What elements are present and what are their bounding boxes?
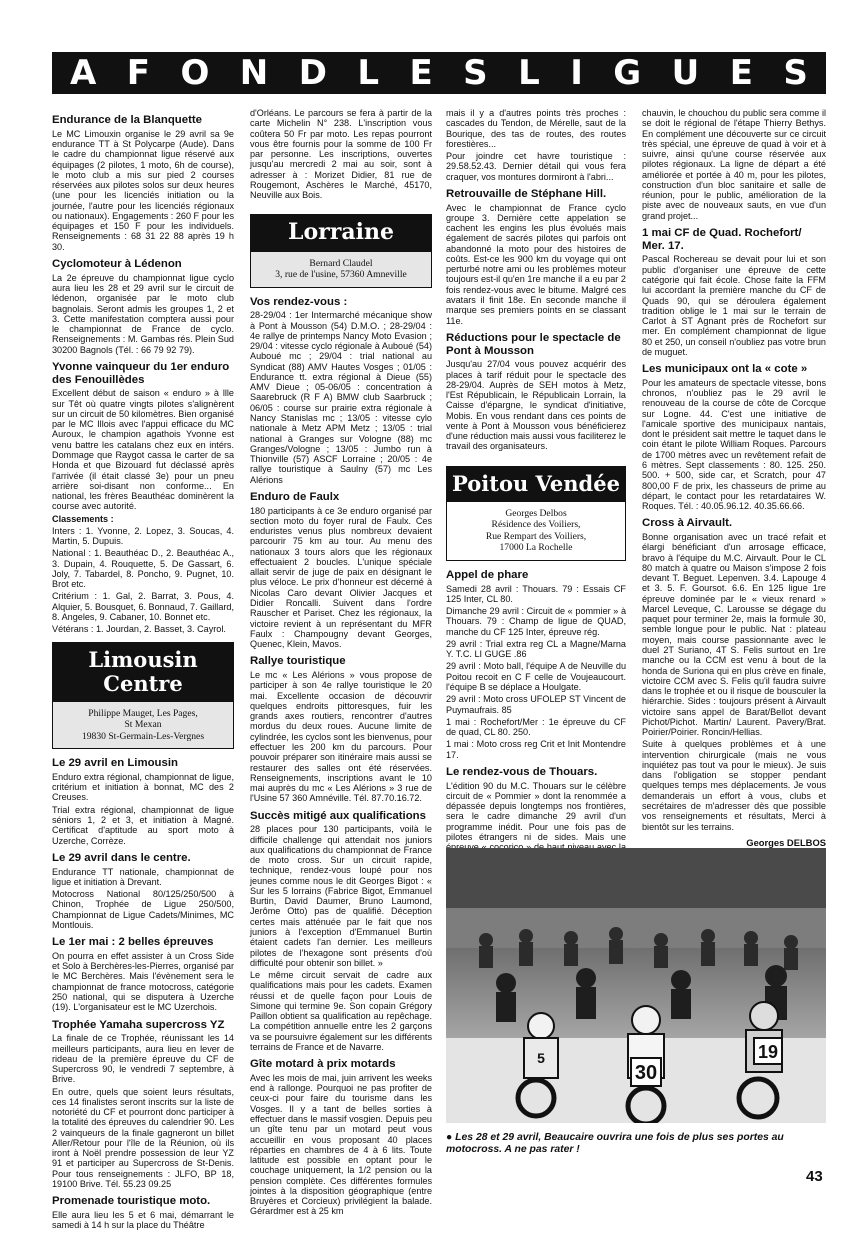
article-text: Pascal Rochereau se devait pour lui et son public d'organiser une épreuve de cette catégorie qui fait école. Chose faite la FFM lui accordant la première manche du CF de Quads 90, qui se déroulera également tradition oblige le 1 mai sur le terrain de Carlot à ST Agnant près de Rochefort sur mer. En complément championnat de ligue 80 et 250, un conseil n'oubliez pas votre brun de muguet. [642, 254, 826, 357]
motocross-photo [446, 848, 826, 1123]
photo-bike-number: 5 [537, 1050, 545, 1066]
banner-letter: L [357, 53, 380, 93]
section-banner [52, 52, 826, 94]
article-heading: Vos rendez-vous : [250, 295, 348, 308]
article-text: Inters : 1. Yvonne, 2. Lopez, 3. Soucas, 4. Martin, 5. Dupuis. [52, 525, 234, 547]
article-text: Critérium : 1. Gal, 2. Barrat, 3. Pous, 4. Alquier, 5. Bousquet, 6. Bonnaud, 7. Gaillard, 8. Angeles, 9. Cabaner, 10. Bonnet etc. [52, 591, 234, 622]
article-heading: Retrouvaille de Stéphane Hill. [446, 187, 607, 200]
address-line: 19830 St-Germain-Les-Vergnes [81, 730, 205, 742]
column-3 [446, 108, 626, 865]
banner-letter: O [180, 53, 210, 93]
banner-letter: L [518, 53, 540, 93]
address-line: Bernard Claudel [309, 257, 373, 269]
article-heading: Les municipaux ont la « cote » [642, 363, 808, 376]
article-text: Le même circuit servait de cadre aux qualifications mais pour les cadets. Examen réussi et de quelle façon pour Louis de Simone qui termine 9e. Son copain Grégory Paillon obtient sa qualification au repêchage. La compétition annuelle entre les 2 garçons va se poursuivre également sur les différents terrains de France et de Navarre. [250, 970, 432, 1052]
article-text: Elle aura lieu les 5 et 6 mai, démarrant le samedi à 14 h sur la place du Théâtre [52, 1210, 234, 1231]
article-text: Avec le championnat de France cyclo groupe 3. Dernière cette appelation se cachent les engins les plus évolués mais également de sacrés pilotes qui parfois ont abandonné la moto pour des histoires de coûts. Est-ce les 900 km du voyage qui ont perturbé notre ami ou les problèmes moteur toujours est-il qu'en 1re manche il a eu par 2 fois rendez-vous avec le bitume. Malgré ces avatars il finit 18e. En seconde manche il marque ses premiers points en se classant 11e. [446, 202, 626, 326]
article-text: Trial extra régional, championnat de ligue séniors 1, 2 et 3, et initiation à Magné. Certificat d'aptitude au sport moto à Uzerche, Corrèze. [52, 804, 234, 846]
article-text: L'édition 90 du M.C. Thouars sur le célèbre circuit de « Pommier » dont la renommée a dépassée depuis longtemps nos frontières, sera le cadre dimanche 29 avril d'un programme inédit. Pour une fois pas de pilotes étrangers ni de sides. Mais une [446, 780, 626, 842]
article-text: Suite à quelques problèmes et à une intervention chirurgicale (mais ne vous inquiétez pas tout va pour le mieux). Je suis dans l'obligation se stopper pendant quelques temps mes déplacements. Je vous demanderais un effort à vous, clubs et secrétaires de m'adresser dès que possible vos renseignements et résultats, Merci à bientôt sur les terrains. [642, 739, 826, 832]
article-text: mais il y a d'autres points très proches : cascades du Tendon, de Mérelle, saut de la Bourique, des tas de routes, des routes forestières... [446, 108, 626, 149]
banner-letter: E [729, 53, 753, 93]
banner-letter: S [783, 53, 808, 93]
article-text: Endurance TT nationale, championnat de ligue et initiation à Drevant. [52, 866, 234, 887]
classements-label: Classements : [52, 513, 114, 524]
article-text: Motocross National 80/125/250/500 à Chinon, Trophée de Ligue 250/500, Championnat de Ligue Cadets/Minimes, MC Montlouis. [52, 889, 234, 930]
article-heading: Trophée Yamaha supercross YZ [52, 1018, 225, 1031]
column-4 [642, 108, 826, 848]
address-line: 3, rue de l'usine, 57360 Amneville [275, 269, 407, 281]
article-heading: Cross à Airvault. [642, 517, 733, 530]
article-heading: Rallye touristique [250, 655, 346, 668]
article-text: 28 places pour 130 participants, voilà le difficile challenge qui attendait nos juniors aux qualifications du championnat de France de moto cross. Sur un circuit rapide, technique, rendez-vous loupé pour nos jeunes comme nous le dit Georges Bigot : « Sur les 5 lorrains (Fabrice Bigot, Emmanuel Burtin, David Daumer, Bruno Laumond, Jerôme Otto) pas de qualifié. Déception certes mais atténuée par le fait que nos juniors à l'exception d'Emmanuel Burtin étaient cadets l'an dernier. Les meilleurs pilotes de l'hexagone sont présents d'où difficulté pour obtenir son billet. » [250, 824, 432, 968]
banner-letter: S [463, 53, 488, 93]
banner-letter: U [671, 53, 700, 93]
league-title-box: Poitou Vendée [446, 466, 626, 501]
article-text: Le MC Limouxin organise le 29 avril sa 9e endurance TT à St Polycarpe (Aude). Dans le cadre du championnat ligue réservé aux équipages (2 pilotes, 1 moto, 6h de course), le moto club a mis sur pied 2 courses réservées aux pilotes solos sur deux heures (une pour les licenciés initiation ou la journée, l'autre pour les licenciés régionaux ou nationaux). Engagements : 260 F pour les équipages et 150 F pour les individuels. Renseignements : 68 31 22 88 après 19 h 30. [52, 128, 234, 252]
article-text: La 2e épreuve du championnat ligue cyclo aura lieu les 28 et 29 avril sur le circuit de lédenon, organisée par le moto club bagnolais. Seront admis les groupes 1, 2 et 3. Cette manifestation comptera aussi pour le championnat de France de cyclo. Renseignements : M. Gambas rés. Plein Sud 30200 Bagnols (Tél. : 66 79 92 79). [52, 272, 234, 355]
banner-letter: N [239, 53, 269, 93]
article-text: Excellent début de saison « enduro » à llle sur Têt où quatre vingts pilotes s'alignèrent sur un circuit de 50 kilomètres. Bien organisé par le MC Illois avec l'appui efficace du MC Auroux, le champion agathois Yvonne est venu battre les catalans chez eux en intérs. Dommage que Raygot cassa le carter de sa Honda et que Bizouard fut déclassé après l'arrivée (il était classé 3e) pour un pneu arrière soi-disant non conforme... En national, les frères Beauthéac dominèrent la course avec autorité. [52, 388, 234, 512]
article-text: Dimanche 29 avril : Circuit de « pommier » à Thouars. 79 : Champ de ligue de QUAD, manche du CF 125 Inter, épreuve rég. [446, 606, 626, 637]
article-text: Vétérans : 1. Jourdan, 2. Basset, 3. Cayrol. [52, 624, 226, 635]
article-heading: Gîte motard à prix motards [250, 1058, 396, 1071]
address-line: Philippe Mauget, Les Pages, [88, 707, 198, 719]
article-heading: 1 mai CF de Quad. Rochefort/ Mer. 17. [642, 226, 802, 252]
article-text: 29 avril : Moto ball, l'équipe A de Neuville du Poitou recoit en C F celle de Voujeaucourt. l'équipe B se déplace a Houlgate. [446, 661, 626, 692]
banner-letter: I [570, 53, 583, 93]
article-heading: Le 29 avril en Limousin [52, 757, 178, 770]
article-text: Jusqu'au 27/04 vous pouvez acquérir des places à tarif réduit pour le spectacle des 28-29/04. Auprès de SEH motos à Metz, l'Est Républicain, le Républicain Lorrain, la Caisse d'épargne, le syndicat d'initiative, Mobis. En vous rendant dans ces points de vente à Pont à Mousson vous bénéficierez d'une réduction mais aussi vous faciliterez le travail des organisateurs. [446, 359, 626, 452]
article-heading: Le rendez-vous de Thouars. [446, 765, 598, 778]
address-line: St Mexan [124, 719, 162, 731]
article-heading: Le 29 avril dans le centre. [52, 851, 191, 864]
article-text: Pour les amateurs de spectacle vitesse, bons chronos, n'oubliez pas le 29 avril le renouveau de la course de côte de Corcque sur Logne. 44. C'est une initiative de l'amicale sportive des municipaux nantais, dont le président sait mettre le taquet dans le coin étant le pilote William Roques. Parcours de 1700 mètres avec un revêtement refait de 6 mètres. Sept classements : 80. 125. 250. 500. + 500, side car, et Scratch, pour 47 800,00 F de prix, les chasseurs de prime au départ, le contact pour les retardataires W. Roques. Tél. : 40.05.96.12. 40.35.66.66. [642, 377, 826, 512]
league-title-box: Limousin Centre [52, 642, 234, 700]
article-text: 28-29/04 : 1er Intermarché mécanique show à Pont à Mousson (54) D.M.O. ; 28-29/04 : 4e rallye de printemps Nancy Moto Evasion ; 29/04 : vitesse cyclo régionale à Auboué (54) Auboué mc ; 29/04 : trial national au Syndicat (88) AMV Hautes Vosges ; 01/05 : Endurance tt. extra régional à Dieue (55) AMV Dieue ; 05-06/05 : concentration à Saarebruck (R F A) BMW club Saarbruck ; 06/05 : course sur prairie extra régionale à Nancy Stanislas mc ; 13/05 : vitesse cylo nationale à Metz APM Metz ; 13/05 : trial national à Granges sur Vologne (88) mc Granges/Vologne ; 13/05 : Jumbo run à Thionville (57) ASCF Lorraine ; 20/05 : 4e rallye touristique à Saulny (57) mc Les Alérions [250, 310, 432, 485]
address-line: Georges Delbos [505, 507, 567, 519]
article-text: 29 avril : Moto cross UFOLEP ST Vincent de Puymaufrais. 85 [446, 694, 626, 715]
address-line: Rue Rempart des Voiliers, [485, 530, 587, 542]
article-text: Le mc « Les Alérions » vous propose de participer à son 4e rallye touristique le 20 mai. Excellente occasion de découvrir quelques endroits pittoresques, fuir les grands axes routiers, rencontrer d'autres mordus du deux roues. Aucune limite de cylindrée, les cyclos sont les bienvenus, pour effectuer les 200 km du parcours. Pour pouvoir préparer son itinéraire mais aussi se restaurer des salles ont été réservées. Renseignements, inscriptions avant le 10 mai auprès du mc « Les Alérions » 3 rue de l'Usine 57 360 Amnéville. Tél. 87.70.16.72. [250, 670, 432, 804]
banner-letter: E [409, 53, 433, 93]
banner-letter: F [126, 53, 150, 93]
banner-letter: G [613, 53, 642, 93]
address-line: Résidence des Voiliers, [491, 519, 581, 531]
article-text: 1 mai : Moto cross reg Crit et Init Montendre 17. [446, 739, 626, 760]
article-text: On pourra en effet assister à un Cross Side et Solo à Berchères-les-Pierres, organisé par le MC Berchères. Mais l'évènement sera le championnat de france motocross, catégorie 250 national, qui se disputera à Uzerche (19). L'organisateur est le MC Uzerchois. [52, 950, 234, 1013]
photo-bike-number: 19 [757, 1042, 779, 1062]
article-heading: Endurance de la Blanquette [52, 114, 203, 126]
article-heading: Promenade touristique moto. [52, 1195, 211, 1208]
article-text: chauvin, le chouchou du public sera comme il se doit le régional de l'étape Thierry Bethys. En complément une découverte sur ce circuit très spécial, une épreuve de quad à voir et à suivre, ainsi qu'une course réservée aux pilotes régionaux. La ligne de départ a été améliorée et portée à 40 m, pour les pilotes, construction d'un bloc sanitaire et salle de réunion, pour le public, amélioration de la piste avec de nouveaux sauts, en vue d'un grand projet... [642, 108, 826, 221]
league-address [52, 701, 234, 750]
league-address [250, 251, 432, 288]
page-number: 43 [806, 1168, 823, 1185]
article-text: d'Orléans. Le parcours se fera à partir de la carte Michelin N° 238. L'inscription vous coûtera 50 Fr par moto. Les repas pourront vous être fournis pour la somme de 100 Fr par personne. Les inscriptions, ouvertes jusqu'au mercredi 2 mai au soir, sont à adresser à : Morizet Didier, 81 rue de Rougemont, Aschères le Marché, 45170, Neuville aux Bois. [250, 108, 432, 201]
author-signature: Georges DELBOS [746, 836, 826, 848]
photo-caption: ● Les 28 et 29 avril, Beaucaire ouvrira une fois de plus ses portes au motocross. A ne pas rater ! [446, 1132, 784, 1156]
article-text: Bonne organisation avec un tracé refait et élargi bénéficiant d'un arrosage efficace, bravo à l'équipe du M.C. Airvault. Pour le CL 80 match à quatre ou Maison s'impose 2 fois devant T. Beguet. Lepenven. 3.4. Lapouge 4 et 3. 5. F. Goursot. 6.6. En 125 ligue 1re épreuve dominée par le « vieux renard » Marcel Leveque, C. Larousse se dégage du paquet pour terminer 2e, mais la formule 30, semble longue pour le public. Nat : plateau moyen, mais course passionnante avec le duel 2T Suriano, 4T S. Felis surtout en 1re manche ou la CCM est venu à bout de la honda de Suriona qui en plus crève en finale, victoire CCM avec S. Felis qu'il faudra suivre dans le trophée et ou il risque de bousculer la hiérarchie. Sides : toujours présent à Airvault victoire sans appel de Barat/Bellot devant Pichot/Pichot. Martin/ Laurent. Pavery/Brat. Poirier/Poirier. Roncin/Hellias. [642, 532, 826, 738]
column-1 [52, 108, 234, 1233]
article-text: La finale de ce Trophée, réunissant les 14 meilleurs participants, aura lieu en lever de rideau de la première épreuve du CF de Supercross 90, le vendredi 7 septembre, à Brive. [52, 1033, 234, 1085]
article-heading: Succès mitigé aux qualifications [250, 809, 426, 822]
league-address [446, 501, 626, 561]
article-heading: Yvonne vainqueur du 1er enduro des Fenouillèdes [52, 360, 230, 386]
address-line: 17000 La Rochelle [499, 542, 573, 554]
article-text: Avec les mois de mai, juin arrivent les weeks end à rallonge. Pourquoi ne pas profiter de ceux-ci pour faire du tourisme dans les Vosges. Il y a tant de belles sorties à effectuer dans le massif vosgien. Depuis peu un gîte tenu par un motard peut vous accueillir en vous proposant 40 places réparties en chambres de 4 à 6 lits. Toute latitude est possible en optant pour le couchage uniquement, la 1/2 pension ou la pension complète. Ces différentes formules jointes à la disposition géographique (entre Bruyères et Corcieux) privilégient la balade. Gérardmer est à 25 km [250, 1072, 432, 1217]
article-heading: Le 1er mai : 2 belles épreuves [52, 936, 214, 949]
article-text: En outre, quels que soient leurs résultats, ces 14 finalistes seront inscrits sur la liste de notoriété du CF et pourront donc participer à la totalité des épreuves du calendrier 90. Les 2 vainqueurs de la finale gagneront un billet Aller/Retour pour l'île de la Réunion, où ils iront à Noël prendre possession de leur YZ 91 et participer au Supercross de St-Denis. Pour tous renseignements : JLFO, BP 18, 19100 Brive. Tél. 55.23 09.25 [52, 1086, 234, 1189]
article-text: Samedi 28 avril : Thouars. 79 : Essais CF 125 Inter, CL 80. [446, 583, 626, 604]
article-text: 29 avril : Trial extra reg CL a Magne/Marna Y. T.C. LI GUGE .86 [446, 638, 626, 660]
column-2 [250, 108, 432, 1219]
article-heading: Réductions pour le spectacle de Pont à Mousson [446, 331, 621, 357]
article-heading: Cyclomoteur à Lédenon [52, 257, 182, 270]
article-heading: Appel de phare [446, 568, 529, 581]
article-text: 180 participants à ce 3e enduro organisé par section moto du foyer rural de Faulx. Ces enduristes venus plus nombreux devaient parcourir 75 km au tour. Au menu des nationaux 3 tours alors que les régionaux effectuaient 2 boucles. L'unique spéciale allait servir de juge de paix en désignant le plus véloce. Le prix d'honneur est décerné à Nicolas Caro devant Olivier Jacques et Didier Roncalli. Suivent dans l'ordre Rauscher et Pariset. Chez les régionaux, la victoire revient à un représentant du MFR Faulx : Champougny devant Georges, Quenec, Klein, Mavos. [250, 505, 432, 650]
article-heading: Enduro de Faulx [250, 490, 340, 503]
banner-letter: D [298, 53, 327, 93]
article-text: Enduro extra régional, championnat de ligue, critérium et initiation à bonnat, MC des 2 Creuses. [52, 771, 234, 803]
article-text: National : 1. Beauthéac D., 2. Beauthéac A., 3. Dupain, 4. Rouquette, 5. De Gassart, 6. Joly, 7. Tabardel, 8. Poncho, 9. Pugnet, 10. Brot etc. [52, 548, 234, 590]
motocross-photo-illustration [446, 848, 826, 1123]
photo-bike-number: 30 [634, 1062, 658, 1084]
league-title-box: Lorraine [250, 214, 432, 250]
banner-letter: A [70, 53, 97, 93]
article-text: Pour joindre cet havre touristique : 29.58.52.43. Dernier détail qui vous fera craquer, vos montures dormiront à l'abri... [446, 151, 626, 182]
article-text: 1 mai : Rochefort/Mer : 1e épreuve du CF de quad, CL 80. 250. [446, 716, 626, 738]
